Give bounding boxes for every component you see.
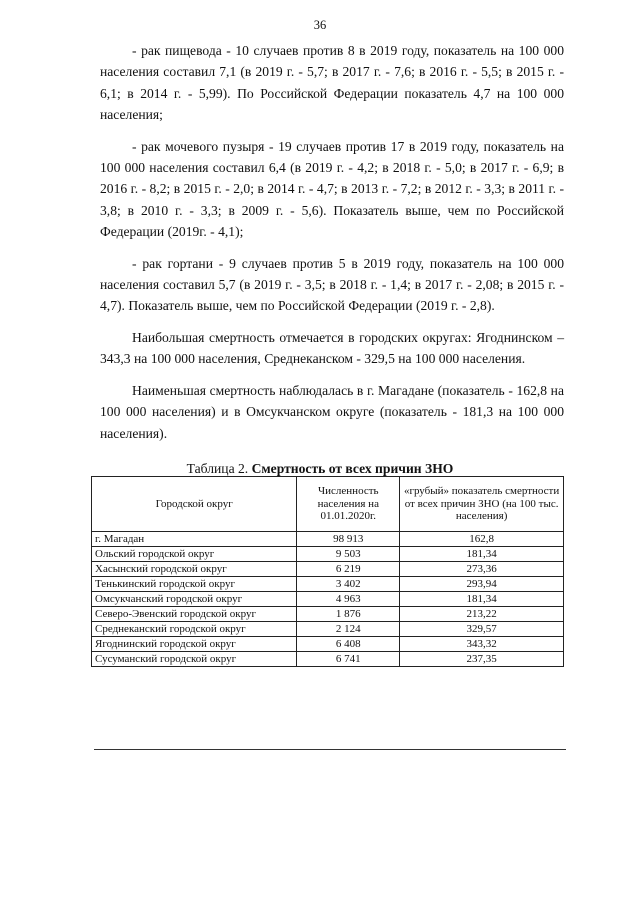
cell-population: 98 913 <box>297 532 400 547</box>
cell-mortality-rate: 293,94 <box>400 577 564 592</box>
cell-mortality-rate: 237,35 <box>400 652 564 667</box>
mortality-table <box>91 476 564 667</box>
cell-district: г. Магадан <box>92 532 297 547</box>
paragraph-larynx-cancer: - рак гортани - 9 случаев против 5 в 2019 году, показатель на 100 000 населения составил 5,7 (в 2019 г. - 3,5; в 2018 г. - 1,4; в 2017 г. - 2,08; в 2015 г. - 4,7). Показатель выше, чем по Российской Федерации (2019 г. - 2,8). <box>100 255 564 314</box>
table-caption-prefix: Таблица 2. <box>186 461 249 476</box>
cell-mortality-rate: 329,57 <box>400 622 564 637</box>
body-text <box>100 40 564 454</box>
table-caption-title: Смертность от всех причин ЗНО <box>251 461 454 476</box>
table-row <box>92 637 564 652</box>
cell-population: 9 503 <box>297 547 400 562</box>
header-population: Численность населения на 01.01.2020г. <box>297 477 400 532</box>
cell-population: 1 876 <box>297 607 400 622</box>
cell-mortality-rate: 162,8 <box>400 532 564 547</box>
table-row <box>92 622 564 637</box>
cell-population: 2 124 <box>297 622 400 637</box>
cell-district: Ягоднинский городской округ <box>92 637 297 652</box>
bottom-divider <box>94 749 566 750</box>
cell-district: Сусуманский городской округ <box>92 652 297 667</box>
cell-mortality-rate: 181,34 <box>400 592 564 607</box>
cell-population: 4 963 <box>297 592 400 607</box>
cell-district: Северо-Эвенский городской округ <box>92 607 297 622</box>
cell-district: Хасынский городской округ <box>92 562 297 577</box>
table-row <box>92 577 564 592</box>
table-row <box>92 592 564 607</box>
cell-district: Ольский городской округ <box>92 547 297 562</box>
cell-mortality-rate: 181,34 <box>400 547 564 562</box>
cell-mortality-rate: 213,22 <box>400 607 564 622</box>
table-row <box>92 607 564 622</box>
paragraph-highest-mortality: Наибольшая смертность отмечается в городских округах: Ягоднинском – 343,3 на 100 000 населения, Среднеканском - 329,5 на 100 000 населения. <box>100 329 564 367</box>
cell-mortality-rate: 273,36 <box>400 562 564 577</box>
cell-mortality-rate: 343,32 <box>400 637 564 652</box>
cell-district: Омсукчанский городской округ <box>92 592 297 607</box>
cell-district: Тенькинский городской округ <box>92 577 297 592</box>
table-row <box>92 547 564 562</box>
table-caption <box>0 461 640 477</box>
cell-district: Среднеканский городской округ <box>92 622 297 637</box>
cell-population: 6 219 <box>297 562 400 577</box>
cell-population: 6 408 <box>297 637 400 652</box>
table-row <box>92 532 564 547</box>
header-mortality-rate: «грубый» показатель смертности от всех причин ЗНО (на 100 тыс. населения) <box>400 477 564 532</box>
cell-population: 6 741 <box>297 652 400 667</box>
cell-population: 3 402 <box>297 577 400 592</box>
table-row <box>92 652 564 667</box>
header-district: Городской округ <box>92 477 297 532</box>
table-header-row <box>92 477 564 532</box>
paragraph-esophagus-cancer: - рак пищевода - 10 случаев против 8 в 2019 году, показатель на 100 000 населения составил 7,1 (в 2019 г. - 5,7; в 2017 г. - 7,6; в 2016 г. - 5,5; в 2015 г. - 6,1; в 2014 г. - 5,99). По Российской Федерации показатель 4,7 на 100 000 населения; <box>100 43 564 123</box>
page-number: 36 <box>313 18 327 32</box>
paragraph-lowest-mortality: Наименьшая смертность наблюдалась в г. Магадане (показатель - 162,8 на 100 000 населения) и в Омсукчанском округе (показатель - 181,3 на 100 000 населения). <box>100 382 564 441</box>
paragraph-bladder-cancer: - рак мочевого пузыря - 19 случаев против 17 в 2019 году, показатель на 100 000 населения составил 6,4 (в 2019 г. - 4,2; в 2018 г. - 5,0; в 2017 г. - 6,9; в 2016 г. - 8,2; в 2015 г. - 2,0; в 2014 г. - 4,7; в 2013 г. - 7,2; в 2012 г. - 3,3; в 2011 г. - 3,8; в 2010 г. - 3,3; в 2009 г. - 5,6). Показатель выше, чем по Российской Федерации (2019г. - 4,1); <box>100 138 564 240</box>
table-row <box>92 562 564 577</box>
